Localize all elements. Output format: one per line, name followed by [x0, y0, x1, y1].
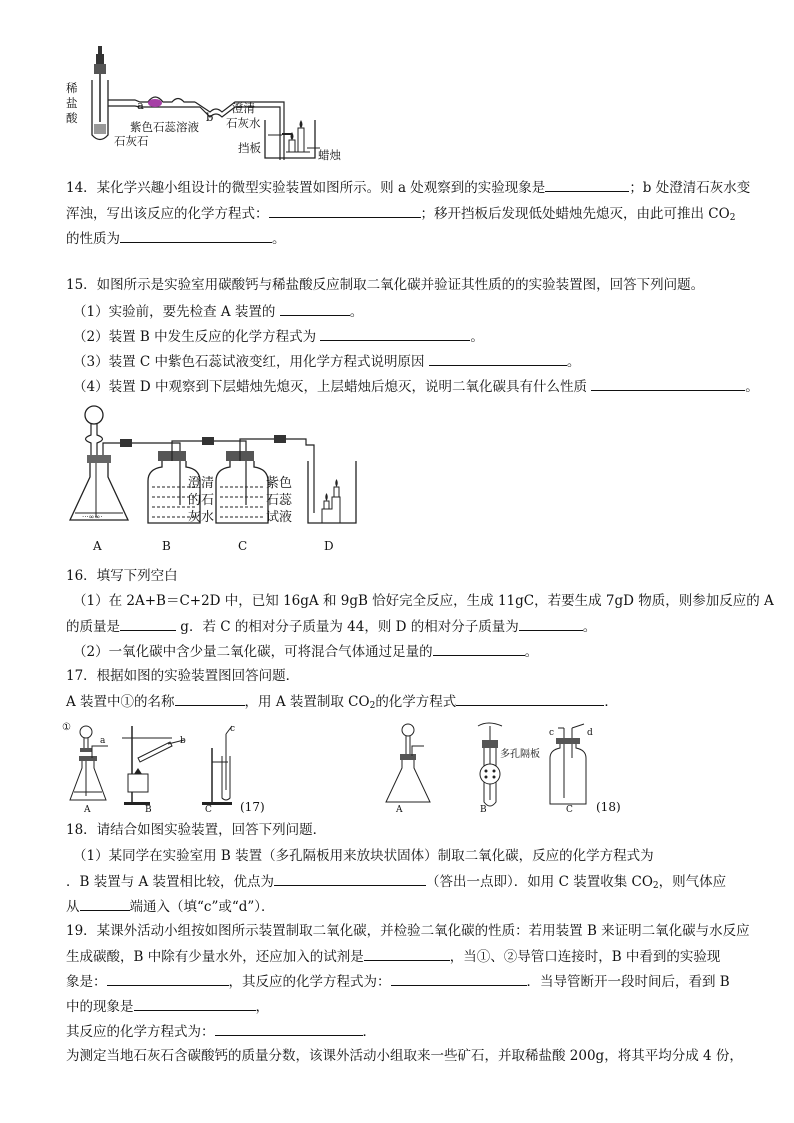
q15-stem: 15．如图所示是实验室用碳酸钙与稀盐酸反应制取二氧化碳并验证其性质的的实验装置图，回答下列问题。: [66, 277, 705, 293]
q15-text-3a: （3）装置 C 中紫色石蕊试液变红，用化学方程式说明原因: [73, 354, 425, 370]
q14-text-2a: 浑浊，写出该反应的化学方程式：: [66, 206, 269, 222]
q14-line-2: [66, 203, 735, 228]
fig18-label-porous: 多孔隔板: [500, 749, 540, 760]
fig18-caption-b: B: [480, 805, 487, 815]
fig14-label-candle: 蜡烛: [318, 148, 341, 162]
fig15-label-b-2: 的石: [188, 493, 215, 508]
q17-sub: 2: [369, 701, 376, 711]
q16-blank-molar-d[interactable]: [519, 616, 583, 631]
q17-text-1b: ，用 A 装置制取 CO: [244, 694, 370, 710]
q14-text-1a: 14．某化学兴趣小组设计的微型实验装置如图所示。则 a 处观察到的实验现象是: [66, 180, 546, 196]
q19-text-4a: 中的现象是: [66, 999, 134, 1015]
q14-blank-a-phenomenon[interactable]: [545, 177, 629, 192]
q19-blank-equation-2[interactable]: [215, 1021, 363, 1036]
fig15-label-c-3: 试液: [266, 510, 293, 525]
fig15-label-b-1: 澄清: [188, 476, 215, 491]
q15-sub-1: [73, 301, 363, 322]
q15-blank-2[interactable]: [320, 326, 470, 341]
fig17-label-b: b: [180, 736, 186, 746]
fig15-caption-d: D: [324, 539, 334, 553]
q17-sub-1: [66, 691, 618, 716]
q16-text-1d: 。: [582, 619, 597, 635]
q16-text-2b: 。: [524, 644, 539, 660]
q19-text-2b: ，当①、②导管口连接时，B 中看到的实验现: [449, 949, 721, 965]
fig15-caption-b: B: [162, 539, 171, 553]
fig15-label-b-3: 灰水: [188, 510, 215, 525]
q19-blank-reagent[interactable]: [364, 946, 450, 961]
q19-line-1: 19．某课外活动小组按如图所示装置制取二氧化碳，并检验二氧化碳的性质：若用装置 B 来证明二氧化碳与水反应: [66, 923, 750, 939]
q16-sub-1-cont: [66, 616, 596, 637]
q15-blank-3[interactable]: [429, 351, 567, 366]
q14-line-3: [66, 228, 286, 249]
q16-text-2a: （2）一氧化碳中含少量二氧化碳，可将混合气体通过足量的: [73, 644, 433, 660]
fig15-label-c-1: 紫色: [266, 476, 293, 491]
fig17-number: (17): [240, 800, 265, 814]
fig14-label-b: b: [206, 110, 214, 124]
q19-blank-equation-1[interactable]: [391, 971, 527, 986]
q19-text-2a: 生成碳酸，B 中除有少量水外，还应加入的试剂是: [66, 949, 364, 965]
q16-text-1b: 的质量是: [66, 619, 120, 635]
q19-line-4: [66, 996, 269, 1017]
fig14-label-limestone: 石灰石: [114, 134, 149, 148]
q14-text-1b: ；b 处澄清石灰水变: [629, 180, 751, 196]
q16-blank-reagent[interactable]: [433, 641, 525, 656]
q17-text-1a: A 装置中①的名称: [66, 694, 175, 710]
fig18-label-c: c: [549, 728, 555, 738]
q16-blank-mass-a[interactable]: [120, 616, 176, 631]
fig14-label-clear: 澄清: [232, 101, 255, 115]
q19-line-2: [66, 946, 720, 967]
q15-blank-4[interactable]: [591, 376, 745, 391]
q14-text-2b: ；移开挡板后发现低处蜡烛先熄灭，由此可推出 CO: [420, 206, 730, 222]
fig14-label-a: a: [137, 98, 144, 112]
q15-text-4a: （4）装置 D 中观察到下层蜡烛先熄灭，上层蜡烛后熄灭，说明二氧化碳具有什么性质: [73, 379, 587, 395]
fig18-caption-c: C: [566, 805, 573, 815]
fig14-label-xi: 稀: [66, 81, 78, 95]
q14-apparatus-figure: [60, 40, 360, 165]
q19-text-5a: 其反应的化学方程式为：: [66, 1024, 215, 1040]
q15-sub-4: [73, 376, 759, 397]
fig17-caption-b: B: [145, 805, 152, 815]
fig15-label-c: [266, 475, 292, 526]
fig17-label-c: c: [230, 724, 236, 734]
q16-text-1c: g．若 C 的相对分子质量为 44，则 D 的相对分子质量为: [180, 619, 519, 635]
q18-sub: 2: [652, 881, 659, 891]
q15-text-2b: 。: [470, 329, 484, 345]
q18-stem: 18．请结合如图实验装置，回答下列问题．: [66, 822, 327, 838]
q15-sub-2: [73, 326, 484, 347]
q19-text-3c: ．当导管断开一段时间后，看到 B: [526, 974, 730, 990]
q19-text-4b: ，: [255, 999, 269, 1015]
q18-sub-1: （1）某同学在实验室用 B 装置（多孔隔板用来放块状固体）制取二氧化碳，反应的化学方程式为: [73, 848, 654, 864]
q15-sub-3: [73, 351, 580, 372]
q16-sub-2: [73, 641, 538, 662]
fig14-label-suan: 酸: [66, 111, 78, 125]
q19-line-6: 为测定当地石灰石含碳酸钙的质量分数，该课外活动小组取来一些矿石，并取稀盐酸 200g，将其平均分成 4 份，: [66, 1048, 743, 1064]
fig15-caption-c: C: [238, 539, 248, 553]
fig15-label-b: [188, 475, 214, 526]
q19-line-3: [66, 971, 730, 992]
fig17-label-a: a: [100, 736, 106, 746]
fig17-label-1: ①: [62, 722, 71, 733]
q15-text-1b: 。: [349, 304, 364, 320]
q17-blank-name[interactable]: [175, 691, 245, 706]
q17-text-1d: ．: [604, 694, 618, 710]
q15-text-2a: （2）装置 B 中发生反应的化学方程式为: [73, 329, 317, 345]
q19-blank-phenomenon-2[interactable]: [134, 996, 256, 1011]
q18-apparatus-figure: [378, 718, 618, 814]
svg-text:···∞∞·: ···∞∞·: [82, 513, 103, 521]
q16-stem: 16．填写下列空白: [66, 568, 178, 584]
q16-sub-1: （1）在 2A+B＝C+2D 中，已知 16gA 和 9gB 恰好完全反应，生成 11gC，若要生成 7gD 物质，则参加反应的 A: [73, 593, 774, 609]
q15-apparatus-figure: [60, 405, 370, 535]
q18-blank-inlet[interactable]: [80, 896, 130, 911]
q15-blank-1[interactable]: [280, 301, 350, 316]
q18-text-2a: ．B 装置与 A 装置相比较，优点为: [66, 874, 275, 890]
q18-sub-1-cont2: [66, 896, 275, 917]
q14-line-1: [66, 177, 750, 198]
q19-text-3b: ，其反应的化学方程式为：: [228, 974, 391, 990]
fig15-label-c-2: 石蕊: [266, 493, 293, 508]
fig14-label-yan: 盐: [66, 96, 78, 110]
fig18-number: (18): [596, 800, 621, 814]
fig15-caption-a: A: [93, 539, 102, 553]
q18-text-2c: ，则气体应: [658, 874, 727, 890]
q14-text-3a: 的性质为: [66, 231, 120, 247]
q19-line-5: [66, 1021, 376, 1042]
q14-text-3b: 。: [272, 231, 286, 247]
q17-blank-equation[interactable]: [456, 691, 604, 706]
q19-text-3a: 象是：: [66, 974, 107, 990]
q19-text-5b: ．: [362, 1024, 376, 1040]
q14-sub-2: 2: [729, 213, 736, 223]
q14-blank-property[interactable]: [120, 228, 272, 243]
fig17-caption-c: C: [205, 805, 212, 815]
q18-sub-1-cont: [66, 871, 726, 896]
fig18-caption-a: A: [396, 805, 403, 815]
fig14-label-litmus: 紫色石蕊溶液: [130, 120, 199, 134]
q18-text-2b: （答出一点即）．如用 C 装置收集 CO: [426, 874, 653, 890]
q18-blank-advantage[interactable]: [274, 871, 426, 886]
fig14-label-limewater: 石灰水: [226, 116, 261, 130]
q15-text-3b: 。: [566, 354, 581, 370]
q14-blank-equation[interactable]: [269, 203, 421, 218]
q17-stem: 17．根据如图的实验装置图回答问题．: [66, 668, 300, 684]
q18-text-3a: 从: [66, 899, 80, 915]
fig18-label-d: d: [587, 728, 593, 738]
q15-text-1a: （1）实验前，要先检查 A 装置的: [73, 304, 276, 320]
q17-text-1c: 的化学方程式: [375, 694, 457, 710]
q15-text-4b: 。: [745, 379, 759, 395]
fig14-label-baffle: 挡板: [238, 141, 261, 155]
q19-blank-phenomenon[interactable]: [107, 971, 229, 986]
fig17-caption-a: A: [84, 805, 91, 815]
q18-text-3b: 端通入（填“c”或“d”）．: [129, 899, 275, 915]
